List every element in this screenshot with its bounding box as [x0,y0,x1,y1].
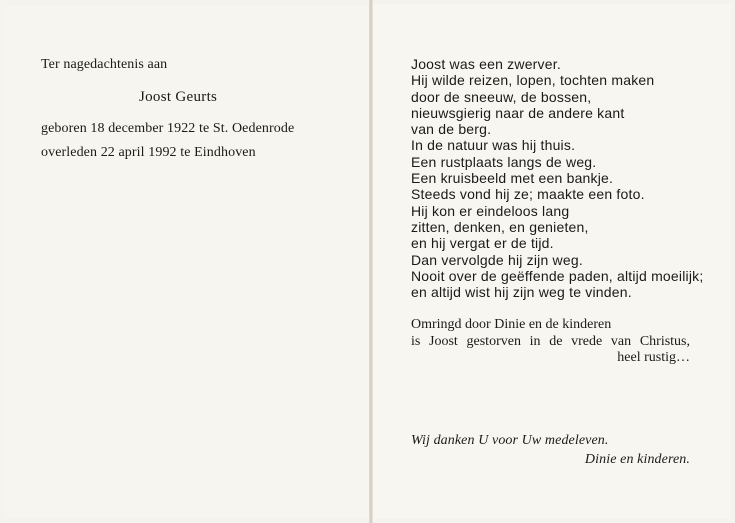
closing-line-1: Omringd door Dinie en de kinderen [411,317,612,332]
poem-line: door de sneeuw, de bossen, [411,88,592,105]
poem-line: Een rustplaats langs de weg. [411,153,597,170]
closing-text [411,317,690,367]
poem-line: van de berg. [411,121,492,138]
deceased-name: Joost Geurts [139,89,218,105]
poem-line: en altijd wist hij zijn weg te vinden. [411,284,632,301]
thanks-line: Wij danken U voor Uw medeleven. [411,433,609,448]
closing-line-3: heel rustig… [617,350,690,365]
birth-line: geboren 18 december 1922 te St. Oedenrode [41,121,295,136]
poem-line: Hij kon er eindeloos lang [411,202,570,219]
poem-line: zitten, denken, en genieten, [411,218,589,235]
poem-line: In de natuur was hij thuis. [411,137,576,154]
signature-line: Dinie en kinderen. [584,452,690,467]
poem-line: en hij vergat er de tijd. [411,235,554,252]
death-line: overleden 22 april 1992 te Eindhoven [41,145,256,160]
poem-line: nieuwsgierig naar de andere kant [411,104,625,121]
poem-line: Steeds vond hij ze; maakte een foto. [411,186,645,203]
left-page [4,6,370,518]
poem-line: Dan vervolgde hij zijn weg. [411,251,583,268]
closing-line-2: is Joost gestorven in de vrede van Christus, [411,333,690,349]
intro-text: Ter nagedachtenis aan [41,57,168,72]
poem-line: Een kruisbeeld met een bankje. [411,170,614,187]
poem [411,56,703,300]
card-fold [369,0,373,523]
poem-line: Nooit over de geëffende paden, altijd moeilijk; [411,267,704,284]
poem-line: Hij wilde reizen, lopen, tochten maken [411,72,655,89]
poem-line: Joost was een zwerver. [411,56,561,72]
